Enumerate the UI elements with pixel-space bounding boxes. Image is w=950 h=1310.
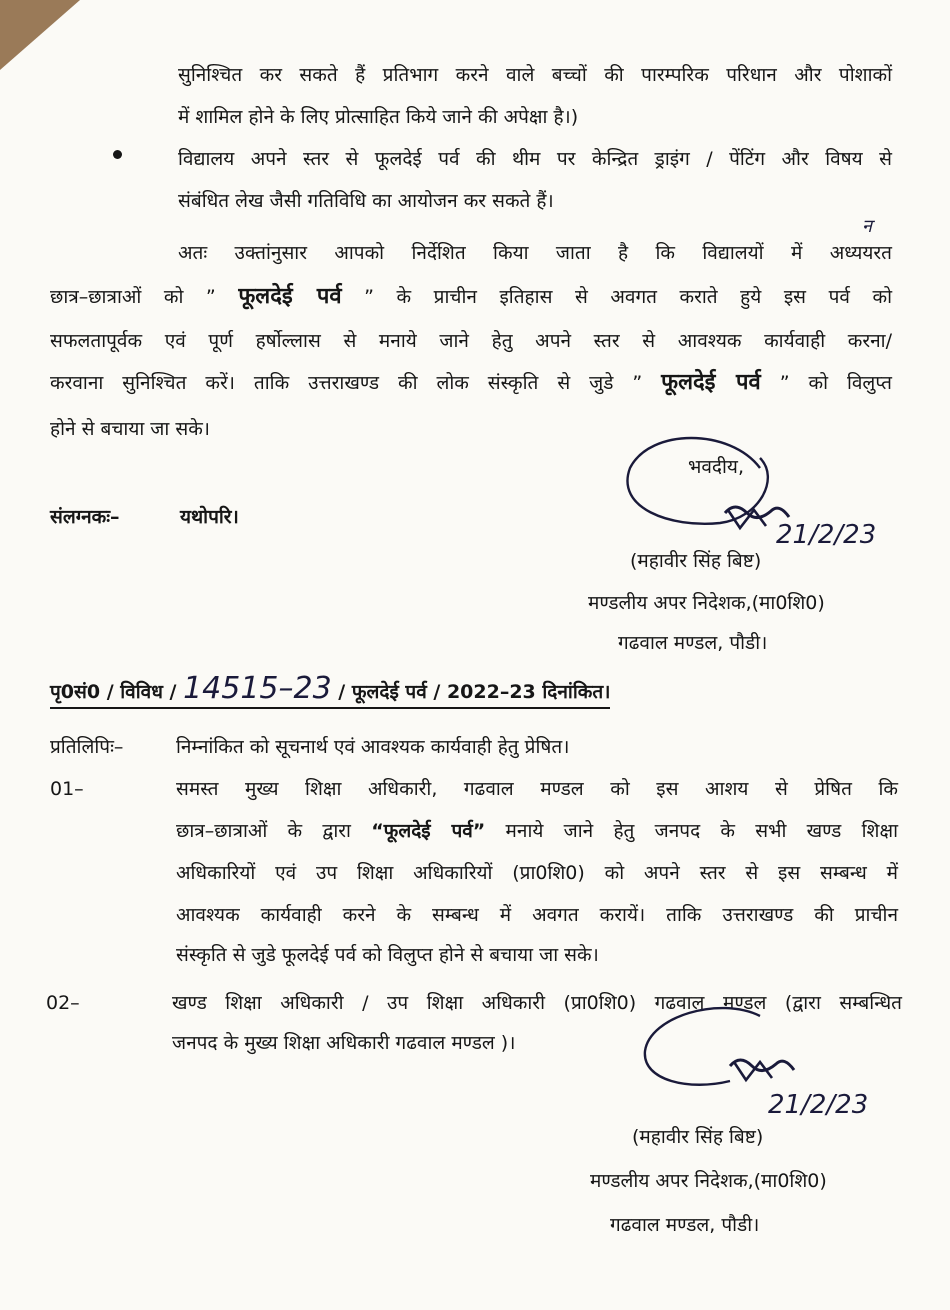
instruction-line1: अतः उक्तांनुसार आपको निर्देशित किया जाता है कि विद्यालयों में अध्ययरत xyxy=(178,242,892,264)
bullet-dot xyxy=(113,150,122,159)
instruction-line2-b: ” के प्राचीन इतिहास से अवगत कराते हुये इस पर्व को xyxy=(341,286,892,308)
copy-item-1-festival: “फूलदेई पर्व” xyxy=(371,820,486,842)
copy-item-1-line5: संस्कृति से जुडे फूलदेई पर्व को विलुप्त होने से बचाया जा सके। xyxy=(176,944,599,966)
instruction-line5: होने से बचाया जा सके। xyxy=(50,418,210,440)
copy-item-2-num: 02– xyxy=(46,992,80,1014)
bullet-line1: विद्यालय अपने स्तर से फूलदेई पर्व की थीम पर केन्द्रित ड्राइंग / पेंटिंग और विषय से xyxy=(178,148,892,170)
salutation: भवदीय, xyxy=(688,456,744,478)
bullet-line2: संबंधित लेख जैसी गतिविधि का आयोजन कर सकते हैं। xyxy=(178,190,554,212)
copy-item-1-num: 01– xyxy=(50,778,84,800)
correction-mark: न xyxy=(862,216,872,237)
copy-item-1-line2-a: छात्र–छात्राओं के द्वारा xyxy=(176,820,372,842)
para1-line2: में शामिल होने के लिए प्रोत्साहित किये जाने की अपेक्षा है।) xyxy=(178,106,579,128)
instruction-line2-a: छात्र–छात्राओं को ” xyxy=(50,286,239,308)
copy-intro: निम्नांकित को सूचनार्थ एवं आवश्यक कार्यवाही हेतु प्रेषित। xyxy=(176,736,570,758)
signatory-office-2: गढवाल मण्डल, पौडी। xyxy=(610,1214,760,1236)
enclosure-value: यथोपरि। xyxy=(180,506,239,528)
copy-item-2-line1: खण्ड शिक्षा अधिकारी / उप शिक्षा अधिकारी (प्रा0शि0) गढवाल मण्डल (द्वारा सम्बन्धित xyxy=(172,992,902,1014)
instruction-line4 xyxy=(50,370,892,396)
festival-name-2: फूलदेई पर्व xyxy=(661,370,761,395)
reference-line xyxy=(50,671,611,709)
instruction-line2 xyxy=(50,284,892,310)
signatory-office: गढवाल मण्डल, पौडी। xyxy=(618,632,768,654)
copy-item-1-line2-b: मनाये जाने हेतु जनपद के सभी खण्ड शिक्षा xyxy=(485,820,898,842)
enclosure-label: संलग्नकः– xyxy=(50,506,120,528)
instruction-line3: सफलतापूर्वक एवं पूर्ण हर्षोल्लास से मनाये जाने हेतु अपने स्तर से आवश्यक कार्यवाही करना/ xyxy=(50,330,892,352)
signatory-designation: मण्डलीय अपर निदेशक,(मा0शि0) xyxy=(588,592,825,614)
signatory-name: (महावीर सिंह बिष्ट) xyxy=(630,550,762,572)
para1-line1: सुनिश्चित कर सकते हैं प्रतिभाग करने वाले बच्चों की पारम्परिक परिधान और पोशाकों xyxy=(178,64,892,86)
copy-label: प्रतिलिपिः– xyxy=(50,736,124,758)
festival-name: फूलदेई पर्व xyxy=(238,284,342,309)
reference-suffix: / फूलदेई पर्व / 2022–23 दिनांकित। xyxy=(331,681,611,703)
signatory-designation-2: मण्डलीय अपर निदेशक,(मा0शि0) xyxy=(590,1170,827,1192)
instruction-line4-a: करवाना सुनिश्चित करें। ताकि उत्तराखण्ड की लोक संस्कृति से जुडे ” xyxy=(50,372,662,394)
reference-number: 14515–23 xyxy=(183,671,332,706)
instruction-line4-b: ” को विलुप्त xyxy=(760,372,892,394)
copy-item-2-line2: जनपद के मुख्य शिक्षा अधिकारी गढवाल मण्डल )। xyxy=(172,1032,516,1054)
signature-date-1: 21/2/23 xyxy=(776,520,877,550)
signatory-name-2: (महावीर सिंह बिष्ट) xyxy=(632,1126,764,1148)
reference-prefix: पृ0सं0 / विविध / xyxy=(50,681,184,703)
copy-item-1-line4: आवश्यक कार्यवाही करने के सम्बन्ध में अवगत करायें। ताकि उत्तराखण्ड की प्राचीन xyxy=(176,904,898,926)
copy-item-1-line3: अधिकारियों एवं उप शिक्षा अधिकारियों (प्रा0शि0) को अपने स्तर से इस सम्बन्ध में xyxy=(176,862,898,884)
signature-date-2: 21/2/23 xyxy=(768,1090,869,1120)
copy-item-1-line2 xyxy=(176,818,898,844)
copy-item-1-line1: समस्त मुख्य शिक्षा अधिकारी, गढवाल मण्डल को इस आशय से प्रेषित कि xyxy=(176,778,898,800)
page-corner-fold xyxy=(0,0,80,70)
